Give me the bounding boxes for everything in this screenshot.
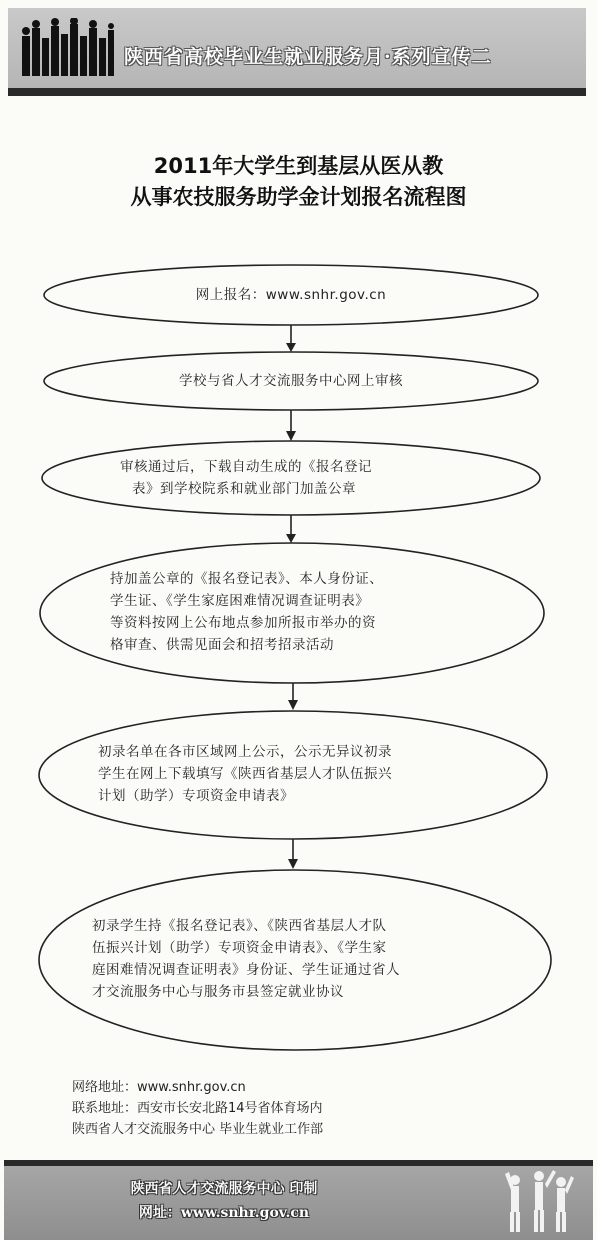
header-title: 陕西省高校毕业生就业服务月·系列宣传二 bbox=[124, 46, 492, 68]
step-4-text bbox=[110, 568, 530, 656]
step-6-line: 庭困难情况调查证明表》身份证、学生证通过省人 bbox=[92, 962, 400, 978]
footer-divider bbox=[4, 1160, 593, 1166]
page-title-line-1: 2011年大学生到基层从医从教 bbox=[153, 154, 444, 178]
arrow-3-head bbox=[286, 534, 296, 543]
page-title-line-2: 从事农技服务助学金计划报名流程图 bbox=[130, 185, 467, 209]
contact-website: 网络地址：www.snhr.gov.cn bbox=[72, 1080, 246, 1095]
arrow-2-head bbox=[286, 431, 296, 441]
step-2-line: 学校与省人才交流服务中心网上审核 bbox=[179, 373, 403, 389]
step-6-line: 初录学生持《报名登记表》、《陕西省基层人才队 bbox=[92, 918, 387, 934]
arrow-1-head bbox=[286, 343, 296, 352]
step-5-line: 初录名单在各市区域网上公示，公示无异议初录 bbox=[98, 744, 392, 760]
step-6-text bbox=[92, 915, 552, 1003]
step-1-text bbox=[60, 284, 522, 306]
arrow-5-head bbox=[288, 859, 298, 869]
step-3-line: 审核通过后，下载自动生成的《报名登记 bbox=[120, 459, 372, 475]
contact-info bbox=[72, 1077, 323, 1140]
step-3-line: 表》到学校院系和就业部门加盖公章 bbox=[132, 481, 356, 497]
step-4-line: 持加盖公章的《报名登记表》、本人身份证、 bbox=[110, 571, 384, 587]
footer-printer: 陕西省人才交流服务中心 印制 bbox=[130, 1181, 318, 1197]
step-5-line: 学生在网上下载填写《陕西省基层人才队伍振兴 bbox=[98, 766, 392, 782]
contact-department: 陕西省人才交流服务中心 毕业生就业工作部 bbox=[72, 1122, 324, 1137]
step-6-line: 伍振兴计划（助学）专项资金申请表》、《学生家 bbox=[92, 940, 387, 956]
step-2-text bbox=[60, 370, 522, 392]
step-3-text bbox=[120, 456, 500, 500]
step-1-line: 网上报名：www.snhr.gov.cn bbox=[195, 287, 387, 303]
step-5-line: 计划（助学）专项资金申请表》 bbox=[98, 788, 294, 804]
step-4-line: 等资料按网上公布地点参加所报市举办的资 bbox=[110, 615, 376, 631]
step-4-line: 学生证、《学生家庭困难情况调查证明表》 bbox=[110, 593, 370, 609]
arrow-4-head bbox=[288, 700, 298, 710]
cheering-figures-icon bbox=[501, 1168, 575, 1236]
footer-url: 网址：www.snhr.gov.cn bbox=[138, 1205, 310, 1221]
step-4-line: 格审查、供需见面会和招考招录活动 bbox=[110, 637, 334, 653]
contact-address: 联系地址：西安市长安北路14号省体育场内 bbox=[72, 1101, 323, 1116]
step-5-text bbox=[98, 741, 548, 807]
step-6-line: 才交流服务中心与服务市县签定就业协议 bbox=[92, 984, 344, 1000]
footer-banner bbox=[4, 1160, 593, 1240]
